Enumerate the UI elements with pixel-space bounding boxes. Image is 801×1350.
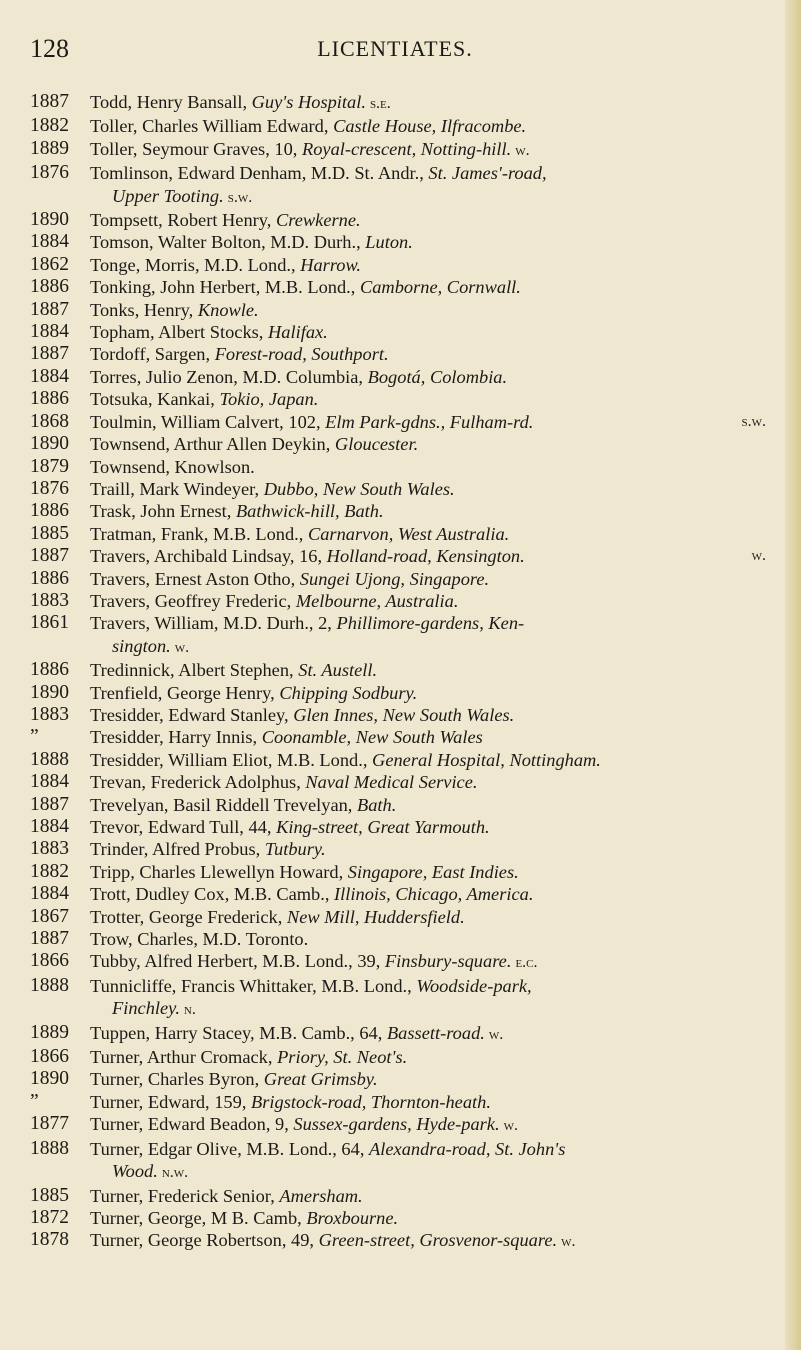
entry-name: Trow, Charles, M.D. Toronto.	[90, 929, 309, 950]
entry-text	[90, 950, 766, 974]
entry-address: King-street, Great Yarmouth.	[276, 817, 490, 837]
entry-address: Finsbury-square.	[384, 951, 512, 972]
entry-text	[90, 659, 766, 681]
entry-text	[90, 771, 766, 793]
list-item	[0, 162, 790, 209]
list-item	[0, 254, 790, 276]
entry-address: St. James'-road,	[428, 163, 547, 184]
entry-name: Turner, George Robertson, 49,	[90, 1230, 319, 1251]
entry-year: 1861	[30, 612, 69, 634]
list-item	[0, 794, 790, 816]
entry-text	[90, 1229, 766, 1253]
list-item	[0, 568, 790, 590]
entry-year: ”	[30, 726, 39, 748]
entry-text	[90, 91, 766, 115]
entry-text	[90, 115, 766, 137]
entry-address: Singapore, East Indies.	[347, 861, 519, 882]
entry-year: 1886	[30, 276, 69, 298]
entry-address: Bathwick-hill, Bath.	[235, 501, 384, 522]
entry-district: w.	[484, 1025, 504, 1043]
entry-address: Sungei Ujong, Singapore.	[299, 568, 490, 589]
entry-address: Gloucester.	[334, 434, 419, 455]
entry-name: Tomson, Walter Bolton, M.D. Durh.,	[90, 232, 366, 253]
entry-address: Carnarvon, West Australia.	[307, 523, 510, 544]
entry-name: Trevan, Frederick Adolphus,	[90, 772, 306, 793]
entry-year: 1883	[30, 589, 69, 611]
entry-address: Elm Park-gdns., Fulham-rd.	[325, 411, 534, 432]
entry-text	[90, 1138, 766, 1185]
entry-address: Sussex-gardens, Hyde-park.	[293, 1114, 500, 1135]
page-number: 128	[30, 34, 69, 63]
entry-text	[90, 816, 766, 838]
entry-address: Alexandra-road, St. John's	[369, 1138, 566, 1159]
entry-name: Turner, Edward Beadon, 9,	[90, 1114, 294, 1135]
list-item	[0, 950, 790, 974]
list-item	[0, 771, 790, 793]
entry-year: 1886	[30, 659, 69, 681]
entry-year: 1888	[30, 1137, 69, 1159]
entry-address: Priory, St. Neot's.	[277, 1047, 408, 1068]
entry-name: Topham, Albert Stocks,	[90, 322, 269, 343]
entry-address: Harrow.	[300, 254, 362, 275]
entry-year: 1890	[30, 433, 69, 455]
entry-text	[90, 928, 766, 950]
entry-name: Turner, Edward, 159,	[90, 1091, 252, 1112]
entry-address: Bogotá, Colombia.	[367, 366, 508, 387]
list-item	[0, 1185, 790, 1207]
list-item	[0, 590, 790, 612]
entry-text	[90, 568, 766, 590]
entry-year: 1862	[30, 253, 69, 275]
entry-year: 1884	[30, 321, 69, 343]
entry-name: Tordoff, Sargen,	[90, 344, 215, 365]
entry-name: Tubby, Alfred Herbert, M.B. Lond., 39,	[90, 951, 385, 972]
entry-text	[90, 749, 766, 771]
entry-address: New Mill, Huddersfield.	[286, 906, 465, 927]
list-item	[0, 1022, 790, 1046]
entry-text	[90, 906, 766, 928]
entry-year: 1887	[30, 343, 69, 365]
entry-year: 1884	[30, 231, 69, 253]
entry-text	[90, 1068, 766, 1090]
list-item	[0, 928, 790, 950]
entry-district: w.	[499, 1117, 518, 1135]
entry-address: Guy's Hospital.	[251, 92, 366, 112]
list-item	[0, 1229, 790, 1253]
entry-text	[90, 726, 766, 748]
entry-text	[90, 500, 766, 522]
entry-text	[90, 1185, 766, 1207]
entry-name: Trott, Dudley Cox, M.B. Camb.,	[90, 884, 335, 905]
entry-year: 1883	[30, 703, 69, 725]
entry-year: 1882	[30, 860, 69, 882]
list-item	[0, 861, 790, 883]
entry-name: Townsend, Knowlson.	[90, 456, 255, 477]
entry-address: Castle House, Ilfracombe.	[333, 116, 527, 137]
entry-name: Travers, William, M.D. Durh., 2,	[90, 613, 337, 634]
entry-name: Travers, Ernest Aston Otho,	[90, 568, 300, 589]
list-item	[0, 523, 790, 545]
entry-year: 1876	[30, 477, 69, 499]
entry-text	[90, 343, 766, 365]
entry-text	[90, 433, 766, 455]
entry-name: Trotter, George Frederick,	[90, 906, 287, 927]
entry-text	[90, 321, 766, 343]
entry-year: 1887	[30, 91, 69, 112]
entry-district: w.	[751, 547, 766, 565]
entry-text	[90, 682, 766, 704]
entry-year: 1867	[30, 905, 69, 927]
list-item	[0, 816, 790, 838]
entry-address: Tokio, Japan.	[219, 389, 319, 410]
entry-year: 1866	[30, 1046, 69, 1068]
entry-continuation	[90, 185, 766, 209]
page-header	[0, 34, 790, 64]
entry-year: 1887	[30, 545, 69, 567]
entry-name: Townsend, Arthur Allen Deykin,	[90, 434, 335, 455]
entry-year: 1882	[30, 115, 69, 137]
entry-text	[90, 612, 766, 659]
entry-year: 1885	[30, 1184, 69, 1206]
list-item	[0, 478, 790, 500]
entry-district: w.	[557, 1233, 576, 1251]
entry-address: Finchley.	[112, 998, 180, 1019]
entry-text	[90, 231, 766, 253]
entry-name: Tonking, John Herbert, M.B. Lond.,	[90, 277, 360, 298]
list-item	[0, 704, 790, 726]
entry-text	[90, 209, 766, 231]
entry-address: Tutbury.	[264, 839, 326, 860]
entry-text	[90, 138, 766, 162]
entry-name: Tompsett, Robert Henry,	[90, 210, 276, 231]
list-item	[0, 299, 790, 321]
entry-text	[90, 975, 766, 1022]
list-item	[0, 138, 790, 162]
entry-year: 1887	[30, 793, 69, 815]
entry-address: Halifax.	[268, 322, 328, 343]
entry-address: Phillimore-gardens, Ken-	[336, 613, 525, 634]
list-item	[0, 1113, 790, 1137]
entry-name: Tresidder, William Eliot, M.B. Lond.,	[90, 749, 373, 770]
entry-year: 1884	[30, 816, 69, 837]
entry-address: Brigstock-road, Thornton-heath.	[251, 1091, 491, 1112]
entry-continuation	[90, 635, 766, 659]
list-item	[0, 749, 790, 771]
entry-address: Green-street, Grosvenor-square.	[318, 1230, 558, 1251]
list-item	[0, 545, 790, 567]
entry-text	[90, 456, 766, 478]
entry-address: sington.	[112, 635, 171, 656]
entry-name: Traill, Mark Windeyer,	[90, 478, 264, 499]
entry-year: 1887	[30, 928, 69, 950]
entry-address: Melbourne, Australia.	[295, 590, 459, 611]
entry-text	[90, 861, 766, 883]
entry-year: 1889	[30, 1021, 69, 1043]
entry-address: Forest-road, Southport.	[214, 344, 389, 365]
entry-name: Tonge, Morris, M.D. Lond.,	[90, 254, 301, 275]
entry-name: Trevor, Edward Tull, 44,	[90, 817, 277, 837]
list-item	[0, 612, 790, 659]
entry-name: Trask, John Ernest,	[90, 501, 236, 522]
entry-district: n.w.	[157, 1164, 189, 1182]
entry-address: Coonamble, New South Wales	[261, 727, 483, 748]
entry-name: Turner, George, M B. Camb,	[90, 1207, 307, 1228]
entry-year: 1884	[30, 883, 69, 905]
entry-address: Glen Innes, New South Wales.	[293, 704, 515, 725]
entry-year: 1876	[30, 162, 69, 184]
entry-year: 1878	[30, 1229, 69, 1251]
list-item	[0, 115, 790, 137]
list-item	[0, 906, 790, 928]
entry-address: Amersham.	[279, 1185, 363, 1206]
list-item	[0, 276, 790, 298]
entry-year: 1883	[30, 838, 69, 860]
list-item	[0, 726, 790, 748]
entry-address: Illinois, Chicago, America.	[334, 884, 534, 905]
entry-address: Luton.	[365, 232, 413, 253]
entry-name: Toulmin, William Calvert, 102,	[90, 411, 326, 432]
entry-year: 1890	[30, 681, 69, 703]
list-item	[0, 209, 790, 231]
entry-text	[90, 366, 766, 388]
entry-continuation	[90, 997, 766, 1021]
entry-text	[90, 704, 766, 726]
entry-text	[90, 411, 766, 433]
entry-text	[90, 545, 766, 567]
entry-text	[90, 276, 766, 298]
entry-year: 1885	[30, 522, 69, 544]
entry-text	[90, 1207, 766, 1229]
entry-text	[90, 794, 766, 816]
entry-address: Crewkerne.	[276, 210, 361, 231]
entry-name: Tuppen, Harry Stacey, M.B. Camb., 64,	[90, 1022, 387, 1043]
list-item	[0, 433, 790, 455]
page-title: LICENTIATES.	[317, 36, 473, 61]
entry-district: s.e.	[365, 95, 391, 112]
entry-year: 1884	[30, 771, 69, 793]
entry-year: 1886	[30, 567, 69, 589]
entry-name: Trenfield, George Henry,	[90, 682, 280, 703]
entry-name: Turner, Frederick Senior,	[90, 1185, 280, 1206]
entry-district: e.c.	[511, 954, 538, 972]
entry-address: Woodside-park,	[416, 975, 532, 996]
entry-name: Tratman, Frank, M.B. Lond.,	[90, 523, 308, 544]
list-item	[0, 456, 790, 478]
entry-address: St. Austell.	[298, 660, 378, 681]
entry-address: General Hospital, Nottingham.	[372, 749, 601, 770]
entry-text	[90, 388, 766, 410]
entry-name: Todd, Henry Bansall,	[90, 92, 252, 112]
entry-address: Holland-road, Kensington.	[326, 546, 525, 567]
entry-year: 1889	[30, 137, 69, 159]
entry-text	[90, 1091, 766, 1113]
entry-text	[90, 1046, 766, 1068]
entry-text	[90, 1113, 766, 1137]
entry-name: Tripp, Charles Llewellyn Howard,	[90, 861, 348, 882]
list-item	[0, 1138, 790, 1185]
entry-name: Tonks, Henry,	[90, 299, 198, 320]
entry-text	[90, 838, 766, 860]
entry-name: Tunnicliffe, Francis Whittaker, M.B. Lond.,	[90, 975, 417, 996]
list-item	[0, 1046, 790, 1068]
entry-text	[90, 883, 766, 905]
entry-year: 1888	[30, 748, 69, 770]
entry-address: Wood.	[112, 1161, 158, 1182]
entry-name: Torres, Julio Zenon, M.D. Columbia,	[90, 366, 368, 387]
entry-address: Knowle.	[197, 299, 259, 320]
entry-district: n.	[179, 1001, 196, 1019]
entry-text	[90, 1022, 766, 1046]
entry-address: Chipping Sodbury.	[279, 682, 418, 703]
entry-district: s.w.	[741, 412, 766, 430]
list-item	[0, 411, 790, 433]
list-item	[0, 659, 790, 681]
list-item	[0, 975, 790, 1022]
entry-year: 1888	[30, 974, 69, 996]
entry-continuation	[90, 1160, 766, 1184]
entry-year: 1890	[30, 209, 69, 231]
entry-text	[90, 478, 766, 500]
entry-name: Turner, Edgar Olive, M.B. Lond., 64,	[90, 1138, 370, 1159]
entry-year: 1887	[30, 298, 69, 320]
entry-district: s.w.	[223, 188, 253, 206]
entry-year: 1872	[30, 1206, 69, 1228]
entry-year: 1877	[30, 1113, 69, 1135]
entry-address: Royal-crescent, Notting-hill.	[301, 138, 512, 159]
entry-name: Travers, Archibald Lindsay, 16,	[90, 546, 327, 567]
entry-address: Dubbo, New South Wales.	[263, 478, 455, 499]
list-item	[0, 91, 790, 115]
entry-year: 1879	[30, 455, 69, 477]
list-item	[0, 366, 790, 388]
entry-address: Broxbourne.	[306, 1207, 399, 1228]
list-item	[0, 1207, 790, 1229]
entry-district: w.	[170, 638, 190, 656]
entry-address: Upper Tooting.	[112, 185, 224, 206]
entry-text	[90, 590, 766, 612]
entry-address: Great Grimsby.	[263, 1069, 378, 1090]
entry-name: Tredinnick, Albert Stephen,	[90, 660, 299, 681]
entry-year: ”	[30, 1090, 39, 1112]
entry-name: Toller, Charles William Edward,	[90, 116, 334, 137]
list-item	[0, 682, 790, 704]
entry-year: 1890	[30, 1068, 69, 1090]
entry-address: Bath.	[357, 794, 397, 815]
entry-district: w.	[511, 141, 530, 159]
entry-name: Trinder, Alfred Probus,	[90, 839, 265, 860]
entry-name: Travers, Geoffrey Frederic,	[90, 590, 296, 611]
entry-name: Tomlinson, Edward Denham, M.D. St. Andr.,	[90, 163, 429, 184]
list-item	[0, 500, 790, 522]
list-item	[0, 838, 790, 860]
entry-name: Toller, Seymour Graves, 10,	[90, 138, 302, 159]
list-item	[0, 321, 790, 343]
entry-address: Camborne, Cornwall.	[359, 277, 521, 298]
entry-address: Bassett-road.	[386, 1022, 485, 1043]
entry-name: Totsuka, Kankai,	[90, 389, 220, 410]
list-item	[0, 388, 790, 410]
entry-text	[90, 254, 766, 276]
list-item	[0, 883, 790, 905]
entry-name: Tresidder, Harry Innis,	[90, 727, 262, 748]
list-item	[0, 1068, 790, 1090]
entry-name: Turner, Charles Byron,	[90, 1069, 264, 1090]
list-item	[0, 231, 790, 253]
entry-name: Turner, Arthur Cromack,	[90, 1047, 278, 1068]
entry-name: Tresidder, Edward Stanley,	[90, 704, 294, 725]
entries-list	[0, 91, 790, 1254]
entry-year: 1884	[30, 365, 69, 387]
entry-year: 1868	[30, 410, 69, 432]
entry-year: 1886	[30, 388, 69, 410]
entry-name: Trevelyan, Basil Riddell Trevelyan,	[90, 794, 357, 815]
entry-address: Naval Medical Service.	[305, 772, 478, 793]
entry-text	[90, 299, 766, 321]
list-item	[0, 343, 790, 365]
list-item	[0, 1091, 790, 1113]
entry-year: 1886	[30, 500, 69, 522]
entry-text	[90, 523, 766, 545]
entry-text	[90, 162, 766, 209]
entry-year: 1866	[30, 950, 69, 972]
